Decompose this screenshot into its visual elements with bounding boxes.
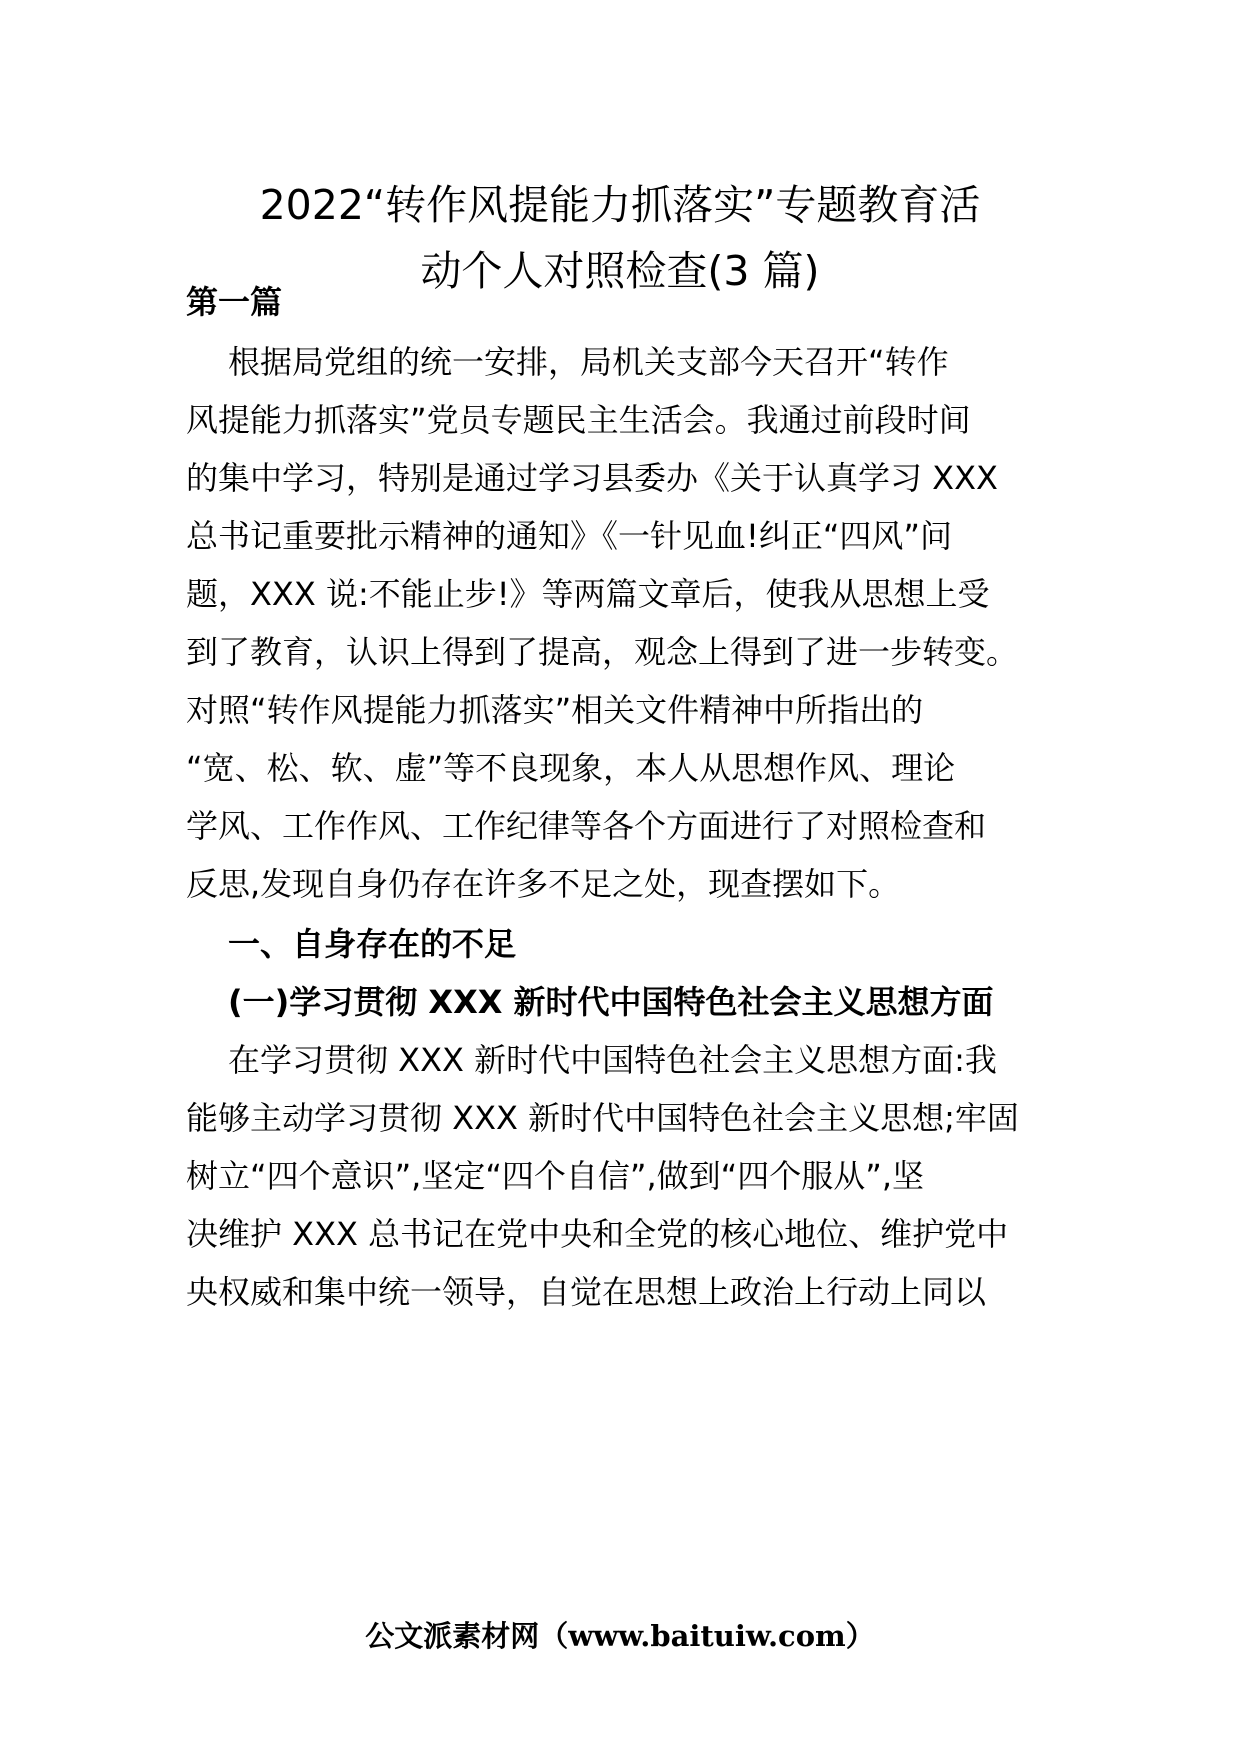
paragraph-line: 题，XXX 说:不能止步!》等两篇文章后，使我从思想上受	[186, 575, 990, 613]
paragraph-line: 到了教育，认识上得到了提高，观念上得到了进一步转变。	[186, 633, 1019, 671]
paragraph-line: 风提能力抓落实”党员专题民主生活会。我通过前段时间	[186, 401, 971, 439]
paragraph-line: 的集中学习，特别是通过学习县委办《关于认真学习 XXX	[186, 459, 998, 497]
page-footer: 公文派素材网（www.baituiw.com）	[365, 1619, 875, 1653]
paragraph-line: 根据局党组的统一安排，局机关支部今天召开“转作	[228, 343, 949, 381]
document-title	[150, 172, 1090, 304]
paragraph-line: 总书记重要批示精神的通知》《一针见血!纠正“四风”问	[186, 517, 952, 555]
heading-level-1: 一、自身存在的不足	[228, 925, 517, 963]
paragraph-line: 在学习贯彻 XXX 新时代中国特色社会主义思想方面:我	[228, 1041, 997, 1079]
title-line-2: 动个人对照检查(3 篇)	[420, 247, 820, 295]
paragraph-line: 能够主动学习贯彻 XXX 新时代中国特色社会主义思想;牢固	[186, 1099, 1019, 1137]
paragraph-line: 学风、工作作风、工作纪律等各个方面进行了对照检查和	[186, 807, 987, 845]
paragraph-line: “宽、松、软、虚”等不良现象，本人从思想作风、理论	[186, 749, 956, 787]
title-line-1: 2022“转作风提能力抓落实”专题教育活	[259, 181, 981, 229]
paragraph-line: 反思,发现自身仍存在许多不足之处，现查摆如下。	[186, 865, 901, 903]
section-heading: 第一篇	[186, 283, 283, 321]
paragraph-line: 树立“四个意识”,坚定“四个自信”,做到“四个服从”,坚	[186, 1157, 924, 1195]
paragraph-line: 央权威和集中统一领导，自觉在思想上政治上行动上同以	[186, 1273, 987, 1311]
heading-level-2: (一)学习贯彻 XXX 新时代中国特色社会主义思想方面	[228, 983, 994, 1021]
paragraph-line: 决维护 XXX 总书记在党中央和全党的核心地位、维护党中	[186, 1215, 1009, 1253]
paragraph-line: 对照“转作风提能力抓落实”相关文件精神中所指出的	[186, 691, 924, 729]
